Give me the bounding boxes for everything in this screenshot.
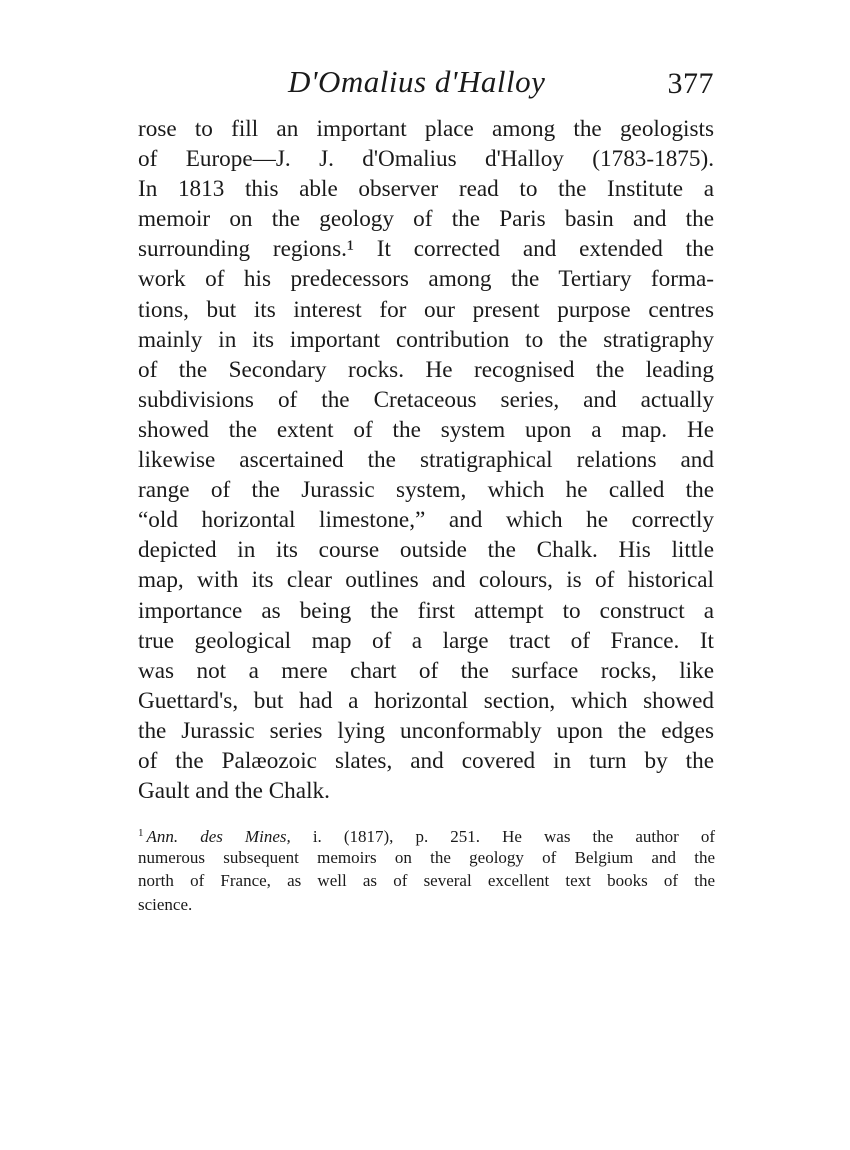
body-line: “old horizontal limestone,” and which he correctly: [138, 507, 714, 534]
body-line: the Jurassic series lying unconformably upon the edges: [138, 717, 714, 744]
body-line: tions, but its interest for our present purpose centres: [138, 296, 714, 323]
body-line: surrounding regions.¹ It corrected and extended the: [138, 236, 714, 263]
body-line: true geological map of a large tract of France. It: [138, 627, 714, 654]
body-line: of the Secondary rocks. He recognised the leading: [138, 356, 714, 383]
body-line: subdivisions of the Cretaceous series, and actually: [138, 386, 714, 413]
body-line: depicted in its course outside the Chalk. His little: [138, 537, 714, 564]
footnote-line: numerous subsequent memoirs on the geology of Belgium and the: [138, 847, 715, 867]
footnote-line: science.: [138, 894, 193, 914]
body-line: importance as being the first attempt to construct a: [138, 597, 714, 624]
footnote-line: [138, 822, 715, 846]
body-line: work of his predecessors among the Tertiary forma-: [138, 266, 714, 293]
footnote-reference: Ann. des Mines,: [146, 827, 291, 846]
body-line: of Europe—J. J. d'Omalius d'Halloy (1783-1875).: [138, 146, 714, 173]
body-paragraph: [138, 114, 714, 806]
body-line: map, with its clear outlines and colours, is of historical: [138, 567, 714, 594]
body-line: mainly in its important contribution to the stratigraphy: [138, 326, 714, 353]
body-line: memoir on the geology of the Paris basin and the: [138, 206, 714, 233]
body-line: was not a mere chart of the surface rocks, like: [138, 657, 714, 684]
running-head: [138, 60, 714, 104]
body-line: likewise ascertained the stratigraphical relations and: [138, 447, 714, 474]
body-line: Gault and the Chalk.: [138, 778, 330, 805]
body-line: showed the extent of the system upon a map. He: [138, 416, 714, 443]
body-line: of the Palæozoic slates, and covered in turn by the: [138, 747, 714, 774]
body-line: In 1813 this able observer read to the Institute a: [138, 176, 714, 203]
page-number: 377: [667, 67, 714, 100]
body-line: rose to fill an important place among the geologists: [138, 116, 714, 142]
footnote-line: north of France, as well as of several excellent text books of the: [138, 871, 715, 890]
body-line: Guettard's, but had a horizontal section, which showed: [138, 687, 714, 714]
footnote: [138, 822, 715, 916]
running-title: D'Omalius d'Halloy: [288, 64, 546, 99]
body-line: range of the Jurassic system, which he called the: [138, 477, 714, 504]
footnote-text: i. (1817), p. 251. He was the author of: [312, 827, 716, 846]
footnote-marker: 1: [138, 827, 144, 839]
